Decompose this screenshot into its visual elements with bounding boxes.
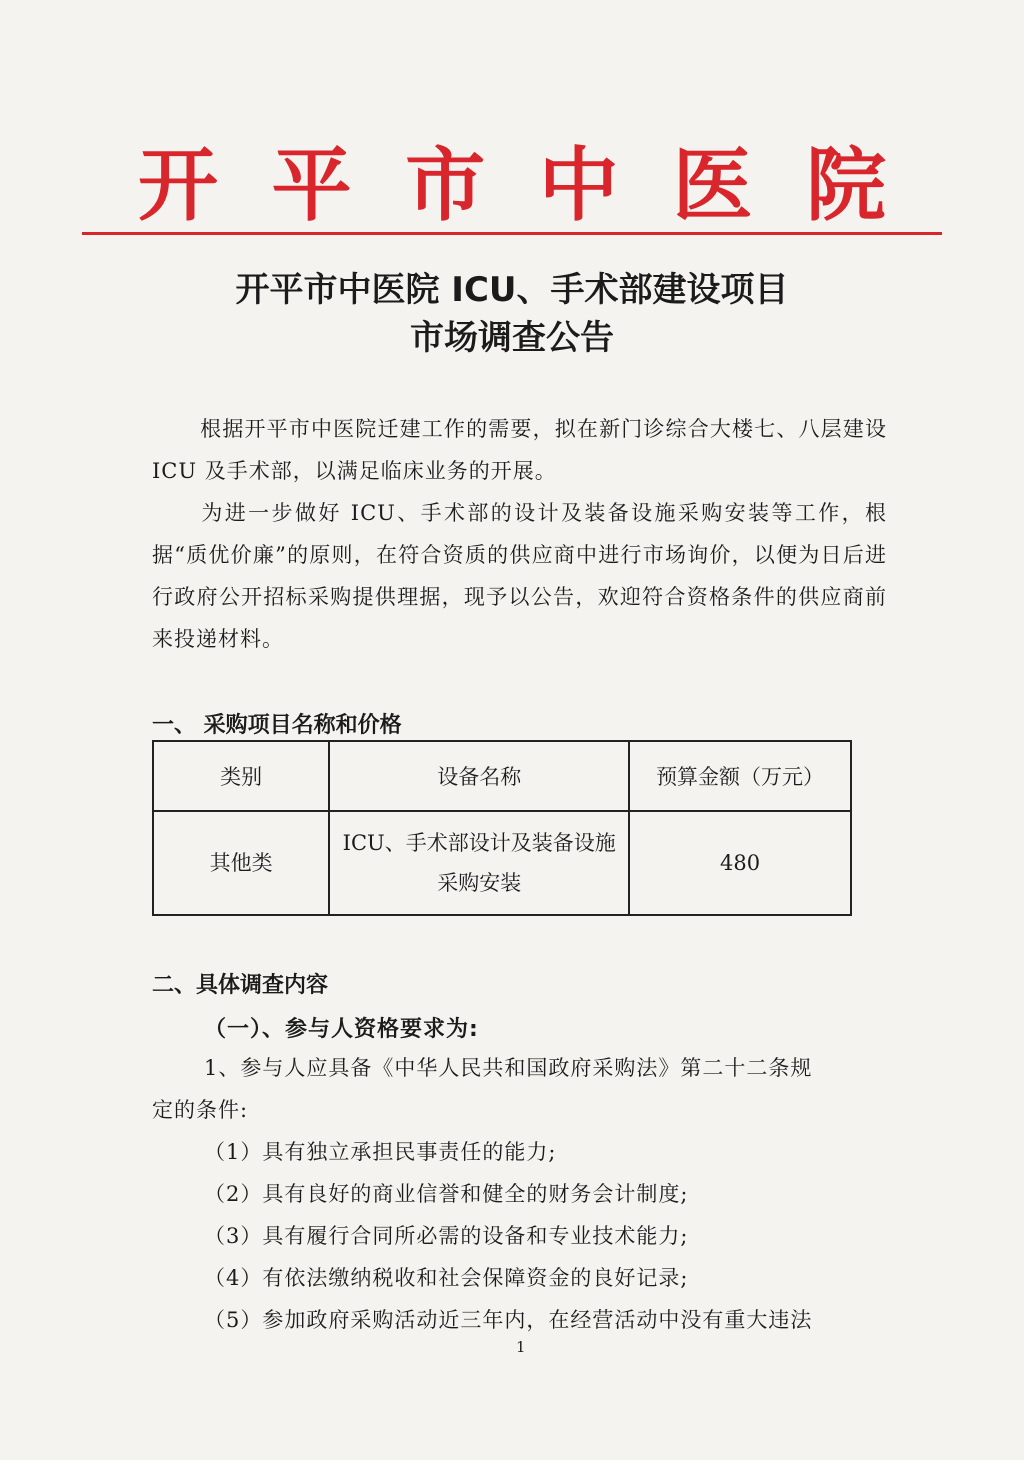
condition-item: （3）具有履行合同所必需的设备和专业技术能力; xyxy=(204,1224,689,1248)
intro-paragraph-2: 为进一步做好 ICU、手术部的设计及装备设施采购安装等工作，根据“质优价廉”的原则，在符合资质的供应商中进行市场询价，以便为日后进行政府公开招标采购提供理据，现予以公告，欢迎符合资格条件的供应商前来投递材料。 xyxy=(152,501,887,651)
letterhead-hospital-name xyxy=(80,128,944,232)
letterhead-divider xyxy=(82,232,942,235)
letterhead-char: 开 xyxy=(138,138,218,232)
equipment-name-line-2: 采购安装 xyxy=(437,871,522,895)
procurement-table xyxy=(152,740,852,916)
document-subtitle: 市场调查公告 xyxy=(410,318,614,358)
table-header-budget: 预算金额（万元） xyxy=(629,741,851,811)
qualification-subheading: （一）、参与人资格要求为: xyxy=(204,1017,479,1042)
table-cell-category: 其他类 xyxy=(153,811,329,915)
letterhead-char: 医 xyxy=(672,138,753,232)
condition-item: （5）参加政府采购活动近三年内，在经营活动中没有重大违法 xyxy=(204,1308,813,1332)
table-header-equipment: 设备名称 xyxy=(329,741,629,811)
letterhead-char: 中 xyxy=(538,138,619,232)
table-header-category: 类别 xyxy=(153,741,329,811)
page-number: 1 xyxy=(516,1338,526,1356)
table-cell-budget: 480 xyxy=(629,811,851,915)
intro-paragraph-1: 根据开平市中医院迁建工作的需要，拟在新门诊综合大楼七、八层建设 ICU 及手术部，以满足临床业务的开展。 xyxy=(152,417,887,483)
section-2-heading: 二、具体调查内容 xyxy=(152,973,329,998)
letterhead-char: 院 xyxy=(805,138,886,232)
table-cell-equipment xyxy=(329,811,629,915)
section-1-heading: 一、 采购项目名称和价格 xyxy=(152,713,402,738)
item-1-line-2: 定的条件: xyxy=(152,1098,249,1122)
condition-item: （4）有依法缴纳税收和社会保障资金的良好记录; xyxy=(204,1266,689,1290)
table-header-row xyxy=(153,741,851,811)
item-1-line-1: 1、参与人应具备《中华人民共和国政府采购法》第二十二条规 xyxy=(204,1056,813,1080)
letterhead-char: 市 xyxy=(405,138,486,232)
document-title: 开平市中医院 ICU、手术部建设项目 xyxy=(235,270,789,310)
condition-item: （2）具有良好的商业信誉和健全的财务会计制度; xyxy=(204,1182,689,1206)
equipment-name-line-1: ICU、手术部设计及装备设施 xyxy=(342,831,616,855)
condition-item: （1）具有独立承担民事责任的能力; xyxy=(204,1140,557,1164)
letterhead-char: 平 xyxy=(271,138,352,232)
table-row xyxy=(153,811,851,915)
